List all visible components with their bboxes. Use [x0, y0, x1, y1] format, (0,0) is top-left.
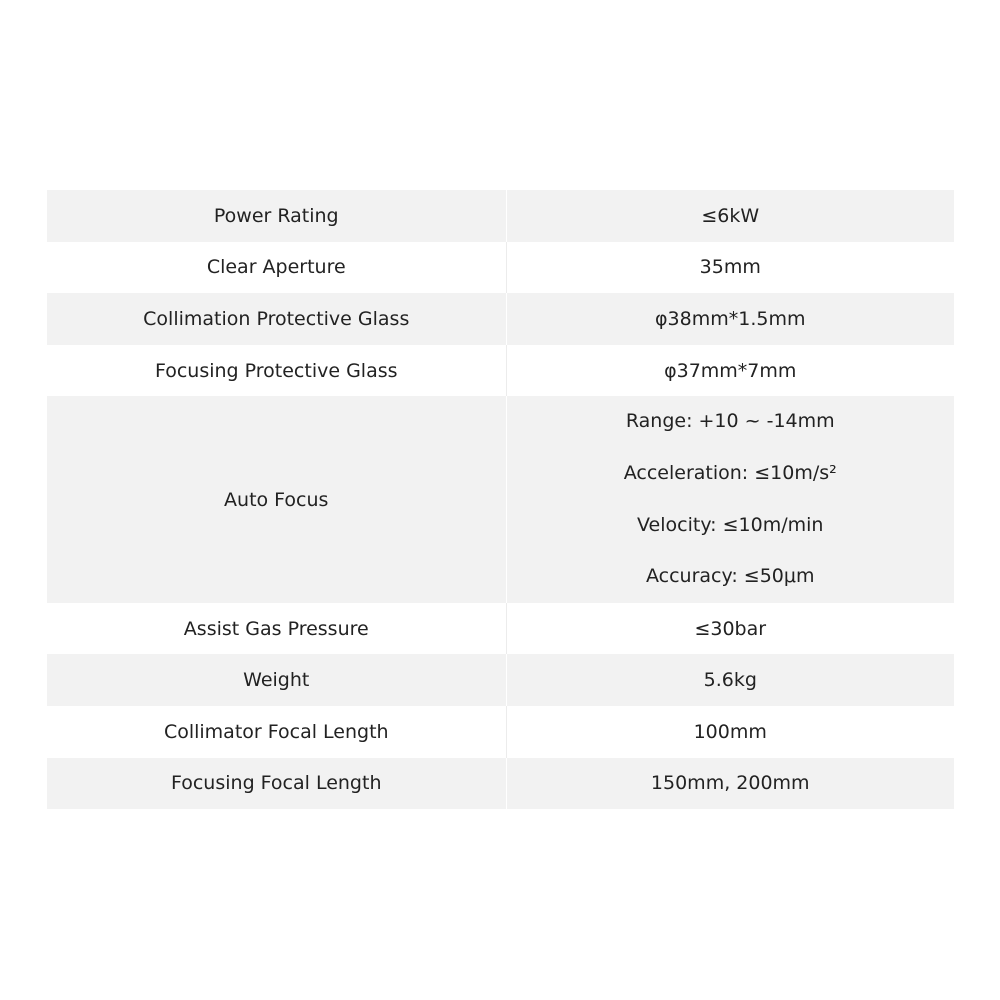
spec-table — [47, 190, 954, 809]
spec-value: ≤30bar — [506, 603, 954, 655]
spec-row-auto-focus — [47, 396, 954, 602]
spec-value: φ38mm*1.5mm — [506, 293, 954, 345]
spec-value: ≤6kW — [506, 190, 954, 242]
spec-label: Auto Focus — [47, 396, 506, 602]
spec-label: Focusing Focal Length — [47, 758, 506, 810]
spec-row-power-rating — [47, 190, 954, 242]
spec-label: Clear Aperture — [47, 242, 506, 294]
spec-row-focusing-focal-length — [47, 758, 954, 810]
auto-focus-accuracy: Accuracy: ≤50μm — [646, 565, 815, 588]
spec-row-focusing-protective-glass — [47, 345, 954, 397]
spec-label: Focusing Protective Glass — [47, 345, 506, 397]
spec-value: φ37mm*7mm — [506, 345, 954, 397]
auto-focus-range: Range: +10 ~ -14mm — [625, 410, 835, 433]
spec-row-clear-aperture — [47, 242, 954, 294]
auto-focus-acceleration: Acceleration: ≤10m/s² — [623, 461, 837, 484]
spec-label: Weight — [47, 654, 506, 706]
spec-label: Collimation Protective Glass — [47, 293, 506, 345]
spec-row-collimator-focal-length — [47, 706, 954, 758]
spec-value: 100mm — [506, 706, 954, 758]
spec-row-collimation-protective-glass — [47, 293, 954, 345]
spec-value: 5.6kg — [506, 654, 954, 706]
spec-value: 150mm, 200mm — [506, 758, 954, 810]
spec-row-weight — [47, 654, 954, 706]
spec-value: 35mm — [506, 242, 954, 294]
spec-label: Power Rating — [47, 190, 506, 242]
spec-label: Collimator Focal Length — [47, 706, 506, 758]
spec-value-group — [506, 396, 954, 602]
spec-label: Assist Gas Pressure — [47, 603, 506, 655]
auto-focus-velocity: Velocity: ≤10m/min — [637, 513, 824, 536]
spec-row-assist-gas-pressure — [47, 603, 954, 655]
